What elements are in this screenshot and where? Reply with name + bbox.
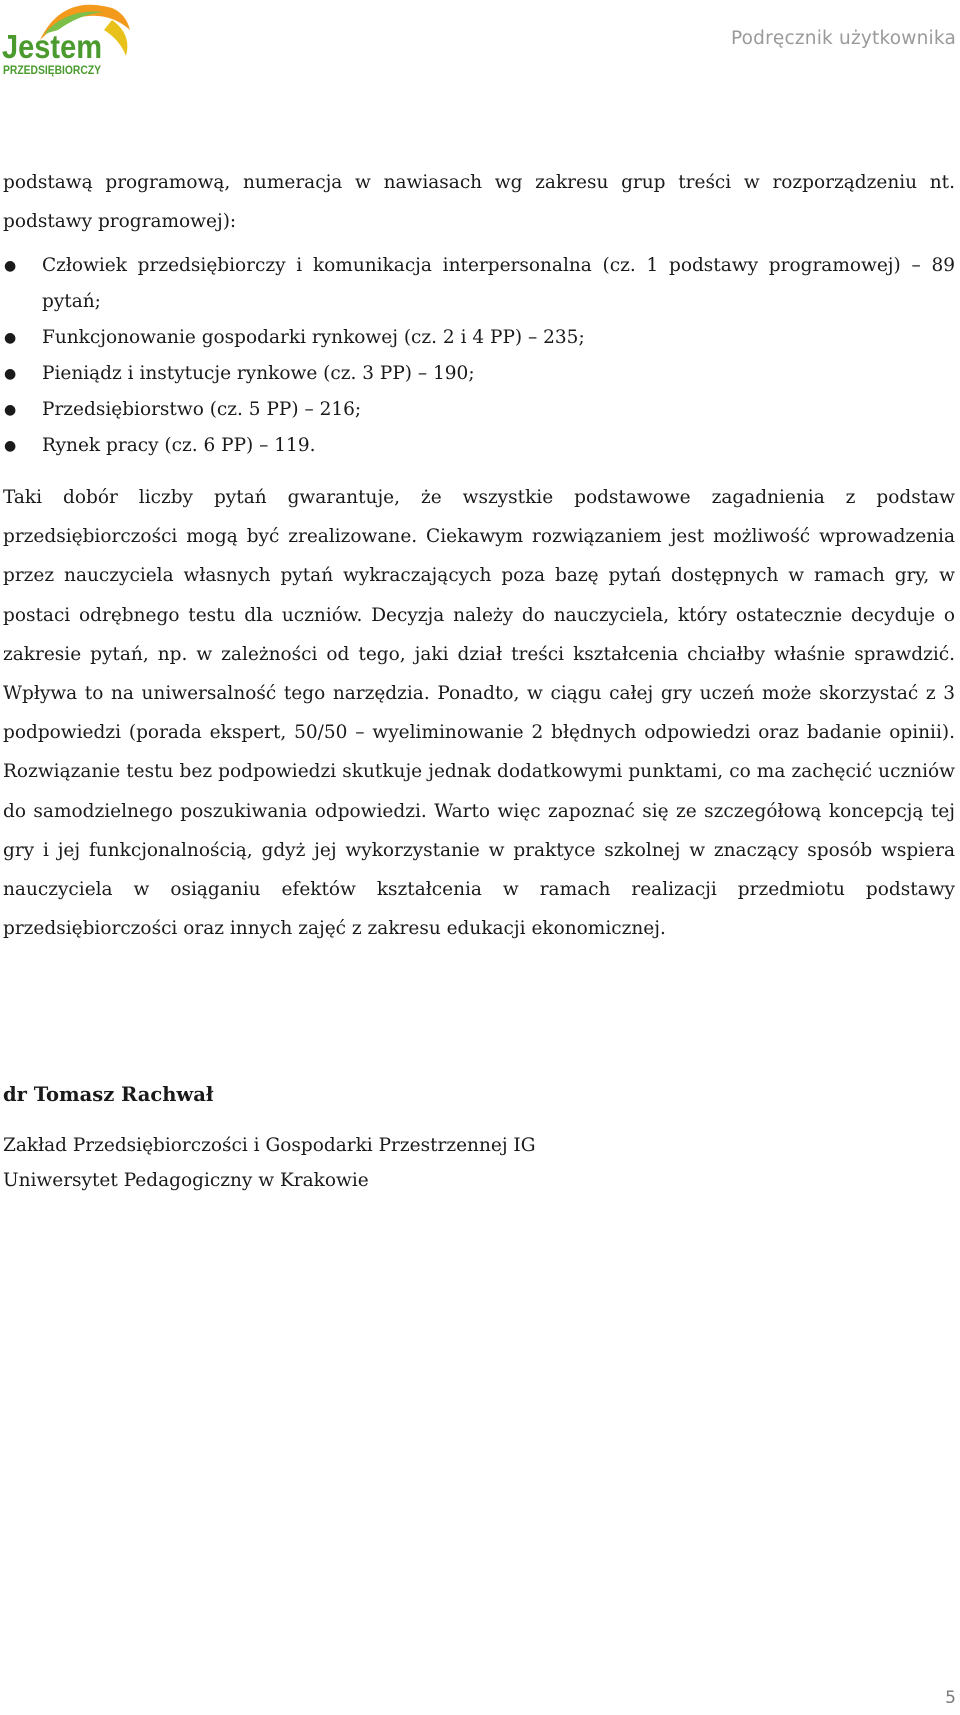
list-item	[3, 356, 955, 392]
logo-text-przedsiebiorczy: PRZEDSIĘBIORCZY	[3, 65, 102, 77]
body-paragraph: Taki dobór liczby pytań gwarantuje, że wszystkie podstawowe zagadnienia z podstaw przedsiębiorczości mogą być zrealizowane. Ciekawym rozwiązaniem jest możliwość wprowadzenia przez nauczyciela własnych pytań wykraczających poza bazę pytań dostępnych w ramach gry, w postaci odrębnego testu dla uczniów. Decyzja należy do nauczyciela, który ostatecznie decyduje o zakresie pytań, np. w zależności od tego, jaki dział treści kształcenia chciałby właśnie sprawdzić. Wpływa to na uniwersalność tego narzędzia. Ponadto, w ciągu całej gry uczeń może skorzystać z 3 podpowiedzi (porada ekspert, 50/50 – wyeliminowanie 2 błędnych odpowiedzi oraz badanie opinii). Rozwiązanie testu bez podpowiedzi skutkuje jednak dodatkowymi punktami, co ma zachęcić uczniów do samodzielnego poszukiwania odpowiedzi. Warto więc zapoznać się ze szczegółową koncepcją tej gry i jej funkcjonalnością, gdyż jej wykorzystanie w praktyce szkolnej w znaczący sposób wspiera nauczyciela w osiąganiu efektów kształcenia w ramach realizacji przedmiotu podstawy przedsiębiorczości oraz innych zajęć z zakresu edukacji ekonomicznej.	[3, 487, 955, 940]
list-item-text: Pieniądz i instytucje rynkowe (cz. 3 PP) – 190;	[42, 363, 475, 384]
author-affiliation-university: Uniwersytet Pedagogiczny w Krakowie	[3, 1170, 369, 1191]
list-item-text: Funkcjonowanie gospodarki rynkowej (cz. 2 i 4 PP) – 235;	[42, 327, 585, 348]
list-item-text: Rynek pracy (cz. 6 PP) – 119.	[42, 435, 316, 456]
list-item-text: Człowiek przedsiębiorczy i komunikacja interpersonalna (cz. 1 podstawy programowej) – 89 pytań;	[42, 255, 955, 312]
logo-swoosh-yellow	[104, 20, 127, 56]
main-content	[3, 163, 955, 948]
bullet-icon: ●	[4, 258, 17, 274]
author-name: dr Tomasz Rachwał	[3, 1083, 214, 1106]
list-item	[3, 392, 955, 428]
bullet-icon: ●	[4, 366, 17, 382]
author-affiliation-department: Zakład Przedsiębiorczości i Gospodarki Przestrzennej IG	[3, 1135, 536, 1156]
list-item	[3, 248, 955, 320]
bullet-icon: ●	[4, 402, 17, 418]
header-title: Podręcznik użytkownika	[730, 28, 956, 49]
jestem-przedsiebiorczy-logo	[0, 0, 135, 80]
topic-list	[3, 248, 955, 464]
author-block	[3, 1083, 536, 1198]
list-item	[3, 320, 955, 356]
bullet-icon: ●	[4, 438, 17, 454]
intro-paragraph: podstawą programową, numeracja w nawiasach wg zakresu grup treści w rozporządzeniu nt. podstawy programowej):	[3, 172, 955, 232]
list-item-text: Przedsiębiorstwo (cz. 5 PP) – 216;	[42, 399, 362, 420]
bullet-icon: ●	[4, 330, 17, 346]
list-item	[3, 428, 955, 464]
logo-text-jestem: Jestem	[2, 28, 102, 65]
page-number: 5	[945, 1688, 956, 1708]
